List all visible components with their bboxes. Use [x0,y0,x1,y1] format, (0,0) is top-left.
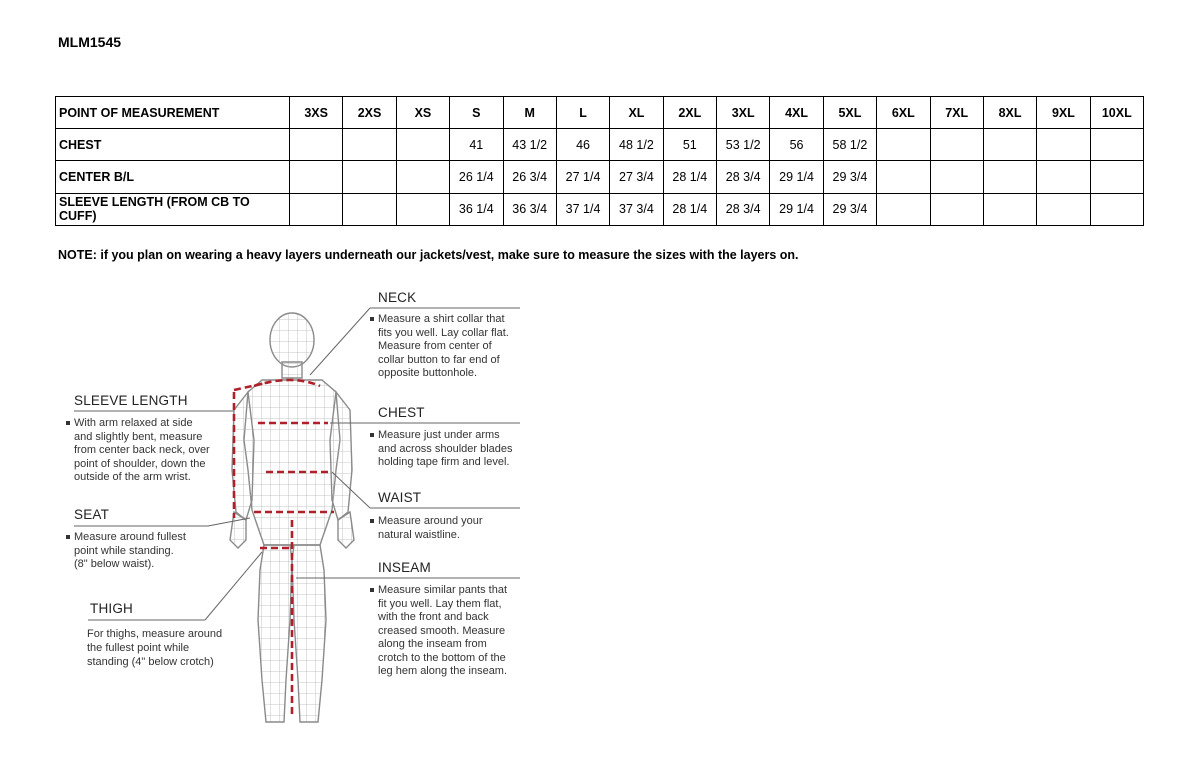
size-header-s: S [450,97,503,129]
size-header-3xl: 3XL [717,97,770,129]
bullet-icon [66,421,70,425]
inseam-description-line [370,611,540,625]
table-cell: 26 1/4 [450,161,503,193]
size-header-8xl: 8XL [983,97,1036,129]
inseam-line-text: along the inseam from [378,638,487,650]
neck-description-line [370,313,540,327]
layering-note: NOTE: if you plan on wearing a heavy layers underneath our jackets/vest, make sure to measure the sizes with the layers on. [58,248,799,262]
size-header-6xl: 6XL [877,97,930,129]
size-header-10xl: 10XL [1090,97,1143,129]
neck-title: NECK [378,290,417,305]
thigh-description-line [87,655,257,669]
seat-description-line [66,531,236,545]
table-cell: 28 1/4 [663,193,716,225]
table-cell: 29 3/4 [823,193,876,225]
document-code: MLM1545 [58,34,122,50]
table-cell: 58 1/2 [823,129,876,161]
table-cell: 27 3/4 [610,161,663,193]
waist-line-text: Measure around your [378,515,483,527]
bullet-icon [370,433,374,437]
table-cell: 56 [770,129,823,161]
sleeve-line-text: outside of the arm wrist. [74,471,191,483]
table-cell: 43 1/2 [503,129,556,161]
chest-line-text: holding tape firm and level. [378,456,510,468]
table-cell: 29 1/4 [770,193,823,225]
table-cell: 26 3/4 [503,161,556,193]
thigh-line-text: For thighs, measure around [87,628,223,640]
size-header-9xl: 9XL [1037,97,1090,129]
table-cell: 28 3/4 [717,193,770,225]
thigh-description-line [87,627,257,641]
inseam-description [370,584,540,679]
neck-line-text: collar button to far end of [378,353,500,366]
table-cell: 41 [450,129,503,161]
size-header-2xl: 2XL [663,97,716,129]
waist-description [370,515,540,542]
inseam-line-text: Measure similar pants that [378,584,507,596]
header-label: POINT OF MEASUREMENT [56,97,290,129]
table-cell: 36 1/4 [450,193,503,225]
table-cell: 51 [663,129,716,161]
table-cell: 53 1/2 [717,129,770,161]
sleeve-description-line [66,417,236,431]
table-cell: 48 1/2 [610,129,663,161]
row-label: CENTER B/L [56,161,290,193]
size-header-3xs: 3XS [290,97,343,129]
sleeve-length-title: SLEEVE LENGTH [74,393,188,408]
table-cell: 27 1/4 [556,161,609,193]
thigh-title: THIGH [90,601,133,616]
size-header-l: L [556,97,609,129]
size-header-4xl: 4XL [770,97,823,129]
inseam-line-text: fit you well. Lay them flat, [378,597,502,610]
chest-line-text: Measure just under arms [378,429,500,441]
neck-line-text: opposite buttonhole. [378,367,478,379]
bullet-icon [370,588,374,592]
neck-description-line [370,354,540,368]
size-header-xl: XL [610,97,663,129]
table-cell: 29 3/4 [823,161,876,193]
inseam-description-line [370,652,540,666]
table-cell: 36 3/4 [503,193,556,225]
inseam-line-text: creased smooth. Measure [378,624,506,637]
inseam-title: INSEAM [378,560,431,575]
thigh-line-text: the fullest point while [87,642,190,654]
seat-line-text: (8" below waist). [74,558,155,570]
sleeve-description-line [66,431,236,445]
neck-description [370,313,540,381]
neck-line-text: Measure from center of [378,340,492,352]
bullet-icon [370,519,374,523]
thigh-description [87,627,257,669]
size-header-m: M [503,97,556,129]
chest-title: CHEST [378,405,425,420]
bullet-icon [370,317,374,321]
waist-description-line [370,529,540,543]
inseam-line-text: leg hem along the inseam. [378,665,508,677]
neck-line-text: fits you well. Lay collar flat. [378,326,509,339]
table-cell: 28 3/4 [717,161,770,193]
table-cell: 29 1/4 [770,161,823,193]
waist-description-line [370,515,540,529]
sleeve-line-text: With arm relaxed at side [74,417,193,429]
seat-description-line [66,558,236,572]
sleeve-length-description [66,417,236,485]
inseam-line-text: crotch to the bottom of the [378,651,506,664]
thigh-line-text: standing (4" below crotch) [87,656,214,668]
seat-description [66,531,236,572]
table-cell: 28 1/4 [663,161,716,193]
chest-description-line [370,456,540,470]
chest-description [370,429,540,470]
chest-description-line [370,443,540,457]
thigh-description-line [87,641,257,655]
row-label: SLEEVE LENGTH (FROM CB TO CUFF) [56,193,290,225]
neck-line-text: Measure a shirt collar that [378,313,505,325]
sleeve-description-line [66,444,236,458]
inseam-line-text: with the front and back [378,611,489,623]
sleeve-line-text: from center back neck, over [74,444,210,456]
inseam-description-line [370,625,540,639]
inseam-description-line [370,638,540,652]
inseam-description-line [370,665,540,679]
size-header-2xs: 2XS [343,97,396,129]
neck-description-line [370,340,540,354]
waist-title: WAIST [378,490,422,505]
table-cell: 37 1/4 [556,193,609,225]
seat-line-text: point while standing. [74,544,174,557]
seat-line-text: Measure around fullest [74,531,186,543]
inseam-description-line [370,584,540,598]
size-header-7xl: 7XL [930,97,983,129]
neck-description-line [370,327,540,341]
seat-description-line [66,545,236,559]
bullet-icon [66,535,70,539]
table-cell: 46 [556,129,609,161]
sleeve-line-text: and slightly bent, measure [74,430,203,443]
waist-line-text: natural waistline. [378,528,460,541]
chest-description-line [370,429,540,443]
sleeve-description-line [66,458,236,472]
neck-description-line [370,367,540,381]
seat-title: SEAT [74,507,110,522]
inseam-description-line [370,598,540,612]
size-header-5xl: 5XL [823,97,876,129]
table-cell: 37 3/4 [610,193,663,225]
size-header-xs: XS [396,97,449,129]
row-label: CHEST [56,129,290,161]
chest-line-text: and across shoulder blades [378,442,513,455]
sleeve-line-text: point of shoulder, down the [74,457,206,470]
sleeve-description-line [66,471,236,485]
